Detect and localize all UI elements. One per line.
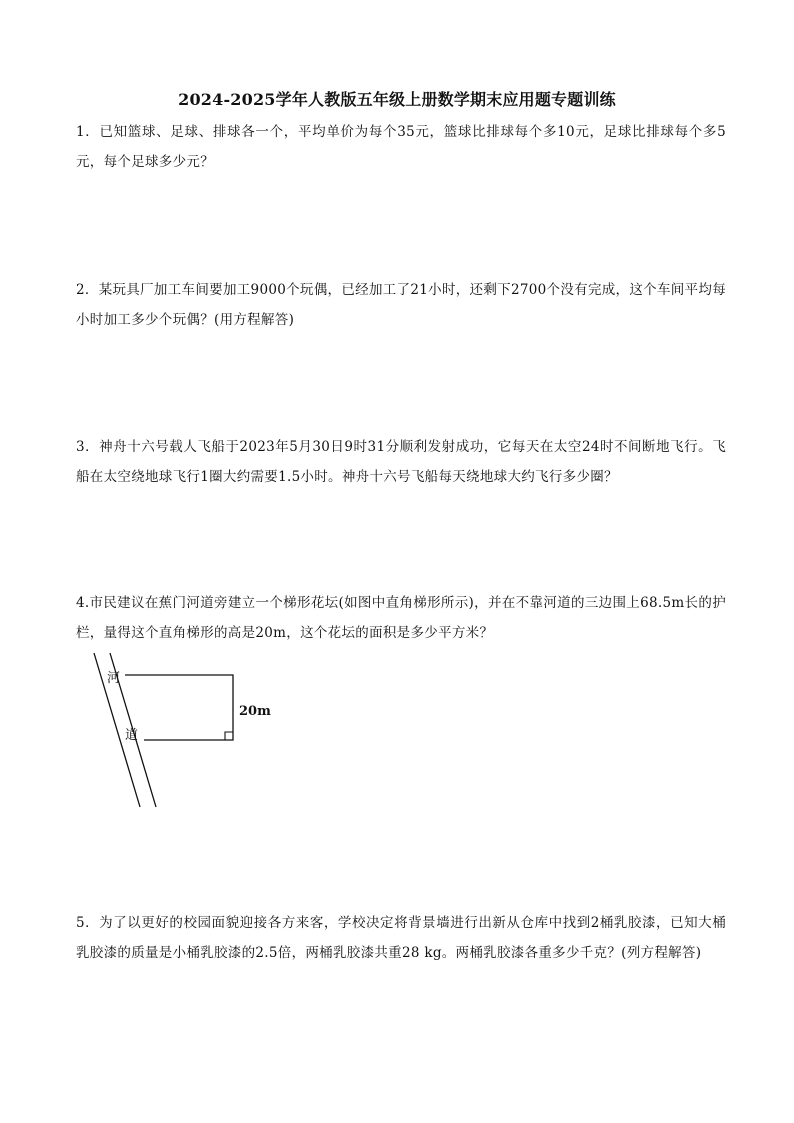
trapezoid-diagram (88, 650, 288, 815)
question-2: 2．某玩具厂加工车间要加工9000个玩偶，已经加工了21小时，还剩下2700个没有完成，这个车间平均每小时加工多少个玩偶？(用方程解答) (76, 282, 726, 328)
page-title: 2024-2025学年人教版五年级上册数学期末应用题专题训练 (178, 90, 616, 109)
question-5: 5．为了以更好的校园面貌迎接各方来客，学校决定将背景墙进行出新从仓库中找到2桶乳胶漆，已知大桶乳胶漆的质量是小桶乳胶漆的2.5倍，两桶乳胶漆共重28 kg。两桶乳胶漆各重多少千克？(列方程解答) (76, 915, 726, 961)
question-3: 3．神舟十六号载人飞船于2023年5月30日9时31分顺利发射成功，它每天在太空24时不间断地飞行。飞船在太空绕地球飞行1圈大约需要1.5小时。神舟十六号飞船每天绕地球大约飞行多少圈？ (76, 439, 726, 485)
river-label-bottom: 道 (125, 728, 139, 743)
height-label: 20m (239, 704, 271, 719)
right-trapezoid (125, 675, 233, 740)
question-1: 1．已知篮球、足球、排球各一个，平均单价为每个35元，篮球比排球每个多10元，足球比排球每个多5元，每个足球多少元？ (76, 124, 726, 170)
question-4: 4.市民建议在蕉门河道旁建立一个梯形花坛(如图中直角梯形所示)，并在不靠河道的三边围上68.5m长的护栏，量得这个直角梯形的高是20m，这个花坛的面积是多少平方米？ (76, 595, 726, 641)
right-angle-marker (225, 732, 233, 740)
river-label-top: 河 (107, 671, 121, 686)
